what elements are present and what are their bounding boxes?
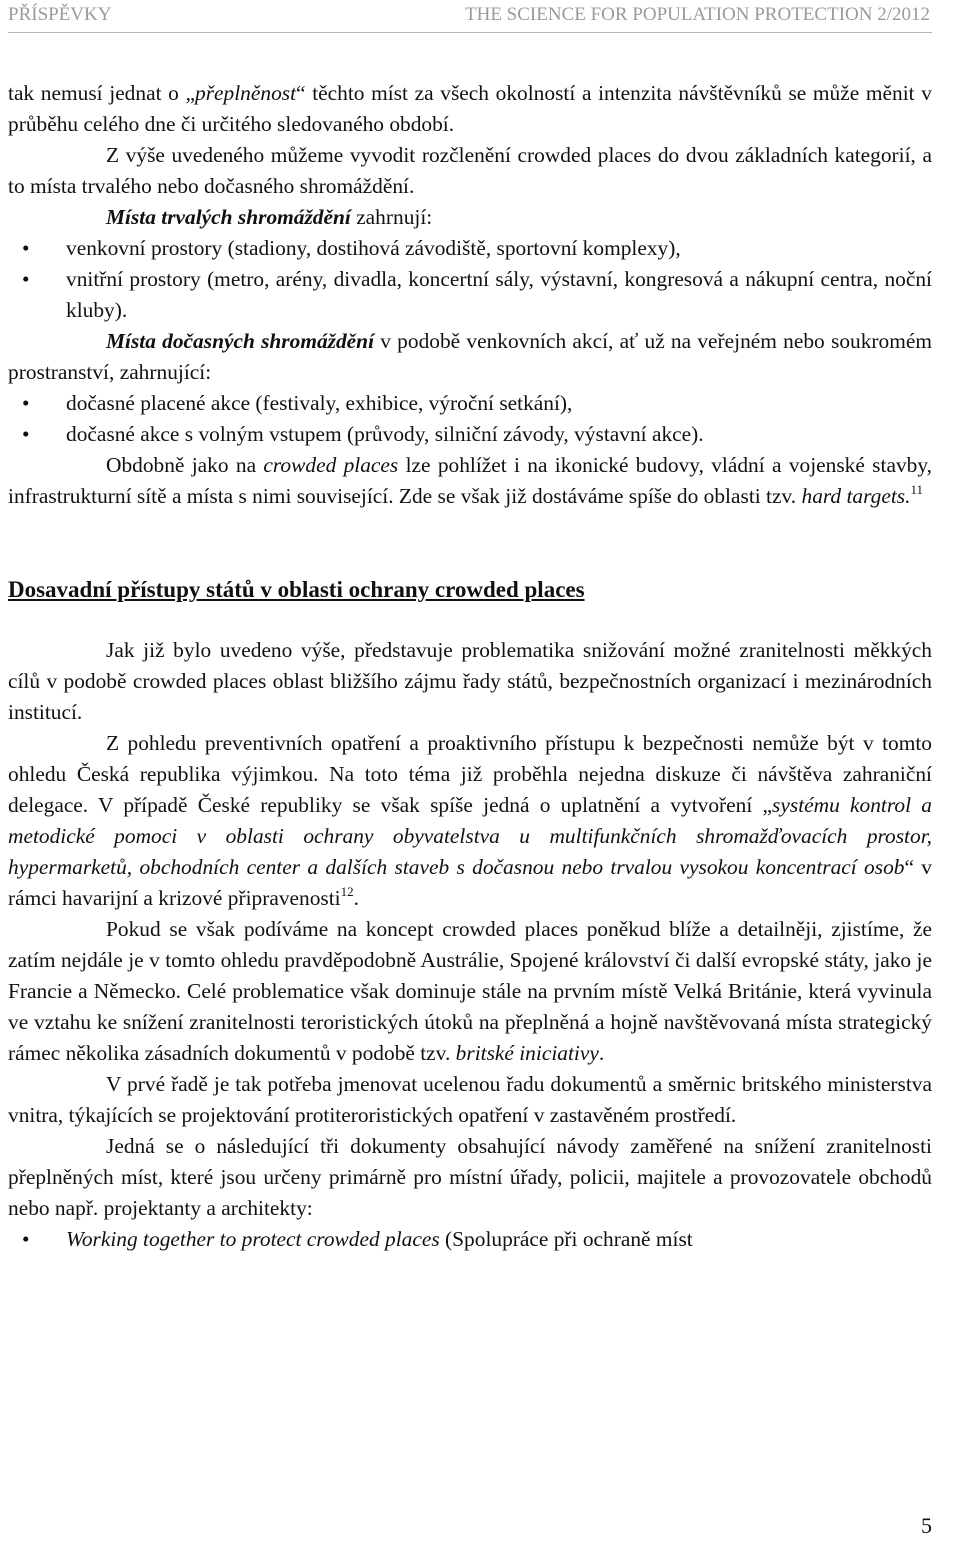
list-item: • venkovní prostory (stadiony, dostihová závodiště, sportovní komplexy), — [8, 233, 932, 264]
list-item: • vnitřní prostory (metro, arény, divadla, koncertní sály, výstavní, kongresová a nákupní centra, noční kluby). — [8, 264, 932, 326]
italic-term: crowded places — [263, 453, 399, 477]
footnote-ref: 12 — [340, 884, 354, 899]
paragraph-7: Z pohledu preventivních opatření a proaktivního přístupu k bezpečnosti nemůže být v tomto ohledu Česká republika výjimkou. Na toto téma již proběhla nejedna diskuze či návštěva zahraniční delegace. V případě České republiky se však spíše jedná o uplatnění a vytvoření „systému kontrol a metodické pomoci v oblasti ochrany obyvatelstva u multifunkčních shromažďovacích prostor, hypermarketů, obchodních center a dalších staveb s dočasnou nebo trvalou vysokou koncentrací osob“ v rámci havarijní a krizové připravenosti$^{12}$. — [8, 731, 932, 910]
paragraph-9: V prvé řadě je tak potřeba jmenovat ucelenou řadu dokumentů a směrnic britského ministerstva vnitra, týkajících se projektování protiteroristických opatření v zastavěném prostředí. — [8, 1072, 932, 1127]
footnote-ref: 11 — [910, 482, 923, 497]
page-number: 5 — [921, 1513, 932, 1538]
section-heading: Dosavadní přístupy států v oblasti ochrany crowded places — [8, 577, 585, 602]
paragraph-2: Z výše uvedeného můžeme vyvodit rozčlenění crowded places do dvou základních kategorií, a to místa trvalého nebo dočasného shromáždění. — [8, 143, 932, 198]
italic-term: hard targets. — [801, 484, 911, 508]
article-body — [8, 78, 932, 1255]
paragraph-6: Jak již bylo uvedeno výše, představuje problematika snižování možné zranitelnosti měkkých cílů v podobě crowded places oblast bližšího zájmu řady států, bezpečnostních organizací i mezinárodních institucí. — [8, 638, 932, 724]
header-journal-title: THE SCIENCE FOR POPULATION PROTECTION 2/2012 — [465, 4, 930, 25]
list-item: • dočasné akce s volným vstupem (průvody, silniční závody, výstavní akce). — [8, 419, 932, 450]
paragraph-10: Jedná se o následující tři dokumenty obsahující návody zaměřené na snížení zranitelnosti přeplněných míst, které jsou určeny primárně pro místní úřady, policii, majitele a provozovatele obchodů nebo např. projektanty a architekty: — [8, 1134, 932, 1220]
list-item: • dočasné placené akce (festivaly, exhibice, výroční setkání), — [8, 388, 932, 419]
paragraph-5: Obdobně jako na crowded places lze pohlížet i na ikonické budovy, vládní a vojenské stavby, infrastrukturní sítě a místa s nimi související. Zde se však již dostáváme spíše do oblasti tzv. hard targets.$^{11}$ — [8, 453, 932, 508]
italic-quote: systému kontrol a metodické pomoci v oblasti ochrany obyvatelstva u multifunkčních shromažďovacích prostor, hypermarketů, obchodních center a dalších staveb s dočasnou nebo trvalou vysokou koncentrací osob — [8, 793, 932, 879]
bold-italic-term: Místa dočasných shromáždění — [106, 329, 375, 353]
running-header — [0, 2, 960, 30]
paragraph-1: tak nemusí jednat o „přeplněnost“ těchto míst za všech okolností a intenzita návštěvníků se může měnit v průběhu celého dne či určitého sledovaného období. — [8, 81, 932, 136]
list-item: • Working together to protect crowded places (Spolupráce při ochraně míst — [8, 1224, 932, 1255]
bullet-icon: • — [22, 422, 30, 446]
bullet-icon: • — [22, 236, 30, 260]
bold-italic-term: Místa trvalých shromáždění — [106, 205, 351, 229]
bullet-icon: • — [22, 267, 30, 291]
header-section-label: PŘÍSPĚVKY — [8, 4, 112, 25]
paragraph-4: Místa dočasných shromáždění v podobě venkovních akcí, ať už na veřejném nebo soukromém prostranství, zahrnující: — [8, 329, 932, 384]
italic-term: přeplněnost — [195, 81, 297, 105]
bullet-icon: • — [22, 1227, 30, 1251]
bullet-list-3 — [8, 1224, 932, 1255]
italic-document-title: Working together to protect crowded places — [66, 1227, 440, 1251]
bullet-list-1 — [8, 233, 932, 326]
italic-term: britské iniciativy — [455, 1041, 599, 1065]
paragraph-8: Pokud se však podíváme na koncept crowded places poněkud blíže a detailněji, zjistíme, že zatím nejdále je v tomto ohledu pravděpodobně Austrálie, Spojené království či další evropské státy, jako je Francie a Německo. Celé problematice však dominuje stále na prvním místě Velká Británie, která vyvinula ve vztahu ke snížení zranitelnosti teroristických útoků na přeplněná a hojně navštěvovaná místa strategický rámec několika zásadních dokumentů v podobě tzv. britské iniciativy. — [8, 917, 932, 1065]
header-divider — [8, 32, 932, 33]
bullet-icon: • — [22, 391, 30, 415]
bullet-list-2 — [8, 388, 932, 450]
paragraph-3: Místa trvalých shromáždění zahrnují: — [106, 205, 433, 229]
